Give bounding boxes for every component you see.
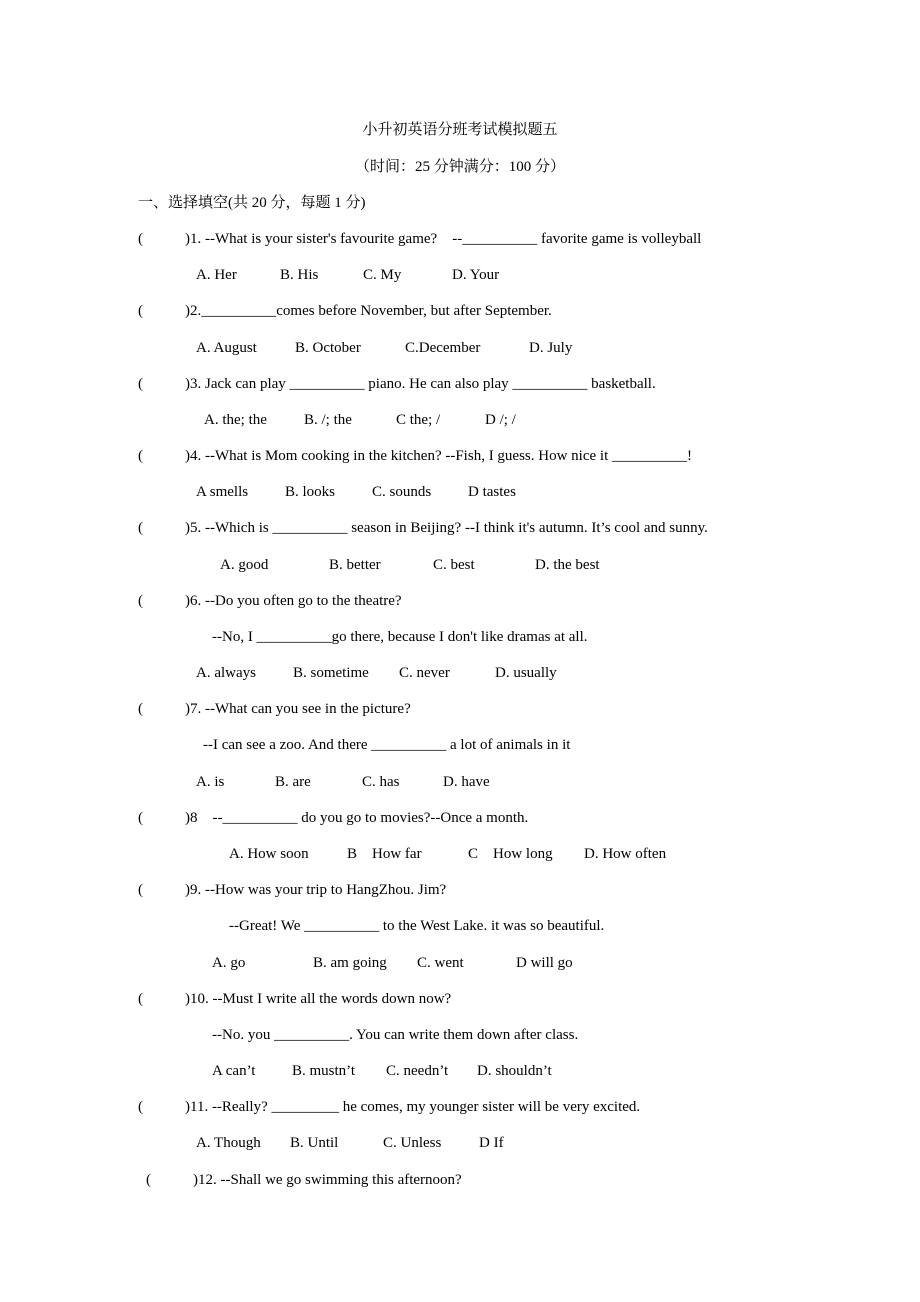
answer-paren: ( xyxy=(138,303,143,319)
answer-paren: ( xyxy=(138,448,143,464)
option-d: D If xyxy=(479,1135,504,1151)
option-b: B. His xyxy=(280,267,319,283)
page-subtitle: （时间：25 分钟满分：100 分） xyxy=(354,159,565,175)
option-d: D. How often xyxy=(584,846,667,862)
option-c: C. needn’t xyxy=(386,1063,449,1079)
option-b: B. am going xyxy=(313,955,387,971)
option-d: D. the best xyxy=(535,557,600,573)
option-d: D /; / xyxy=(485,412,516,428)
option-b: B. /; the xyxy=(304,412,352,428)
option-b: B. mustn’t xyxy=(292,1063,356,1079)
question-text: )11. --Really? _________ he comes, my younger sister will be very excited. xyxy=(185,1099,641,1115)
option-a: A can’t xyxy=(212,1063,256,1079)
option-a: A. always xyxy=(196,665,256,681)
option-c: C.December xyxy=(405,340,481,356)
question-text: )3. Jack can play __________ piano. He can also play __________ basketball. xyxy=(185,376,656,392)
question-text: )8 --__________ do you go to movies?--Once a month. xyxy=(185,810,529,826)
option-c: C. has xyxy=(362,774,400,790)
option-a: A. go xyxy=(212,955,246,971)
question-text: )6. --Do you often go to the theatre? xyxy=(185,593,402,609)
question-text: )10. --Must I write all the words down now? xyxy=(185,991,452,1007)
option-a: A. the; the xyxy=(204,412,267,428)
option-b: B How far xyxy=(347,846,422,862)
option-a: A. Her xyxy=(196,267,237,283)
option-c: C How long xyxy=(468,846,553,862)
option-c: C. best xyxy=(433,557,475,573)
question-text: )5. --Which is __________ season in Beijing? --I think it's autumn. It’s cool and sunny. xyxy=(185,520,708,536)
answer-paren: ( xyxy=(138,1099,143,1115)
option-d: D. shouldn’t xyxy=(477,1063,552,1079)
answer-paren: ( xyxy=(146,1172,151,1188)
question-text: )7. --What can you see in the picture? xyxy=(185,701,411,717)
option-d: D will go xyxy=(516,955,573,971)
answer-paren: ( xyxy=(138,991,143,1007)
question-text: )4. --What is Mom cooking in the kitchen? --Fish, I guess. How nice it __________! xyxy=(185,448,692,464)
question-text: )2.__________comes before November, but after September. xyxy=(185,303,552,319)
option-c: C the; / xyxy=(396,412,441,428)
question-reply: --Great! We __________ to the West Lake. it was so beautiful. xyxy=(229,918,605,934)
option-a: A. How soon xyxy=(229,846,309,862)
answer-paren: ( xyxy=(138,882,143,898)
option-c: C. never xyxy=(399,665,450,681)
option-b: B. are xyxy=(275,774,311,790)
option-d: D. usually xyxy=(495,665,557,681)
option-a: A. Though xyxy=(196,1135,261,1151)
question-text: )9. --How was your trip to HangZhou. Jim? xyxy=(185,882,447,898)
option-b: B. looks xyxy=(285,484,336,500)
option-d: D tastes xyxy=(468,484,516,500)
option-d: D. have xyxy=(443,774,490,790)
answer-paren: ( xyxy=(138,701,143,717)
option-c: C. sounds xyxy=(372,484,432,500)
section-heading: 一、选择填空(共 20 分，每题 1 分) xyxy=(138,195,366,211)
option-d: D. July xyxy=(529,340,573,356)
option-b: B. Until xyxy=(290,1135,339,1151)
option-d: D. Your xyxy=(452,267,500,283)
option-b: B. sometime xyxy=(293,665,369,681)
answer-paren: ( xyxy=(138,810,143,826)
option-b: B. better xyxy=(329,557,381,573)
answer-paren: ( xyxy=(138,520,143,536)
answer-paren: ( xyxy=(138,593,143,609)
option-b: B. October xyxy=(295,340,361,356)
question-reply: --I can see a zoo. And there __________ a lot of animals in it xyxy=(203,737,571,753)
option-a: A. good xyxy=(220,557,269,573)
question-text: )1. --What is your sister's favourite game? --__________ favorite game is volleyball xyxy=(185,231,702,247)
page-title: 小升初英语分班考试模拟题五 xyxy=(362,122,558,138)
option-a: A. is xyxy=(196,774,225,790)
option-a: A. August xyxy=(196,340,257,356)
option-c: C. Unless xyxy=(383,1135,442,1151)
option-c: C. My xyxy=(363,267,402,283)
answer-paren: ( xyxy=(138,376,143,392)
option-a: A smells xyxy=(196,484,249,500)
question-reply: --No. you __________. You can write them down after class. xyxy=(212,1027,579,1043)
option-c: C. went xyxy=(417,955,464,971)
question-text: )12. --Shall we go swimming this afternoon? xyxy=(193,1172,462,1188)
question-reply: --No, I __________go there, because I don't like dramas at all. xyxy=(212,629,588,645)
answer-paren: ( xyxy=(138,231,143,247)
